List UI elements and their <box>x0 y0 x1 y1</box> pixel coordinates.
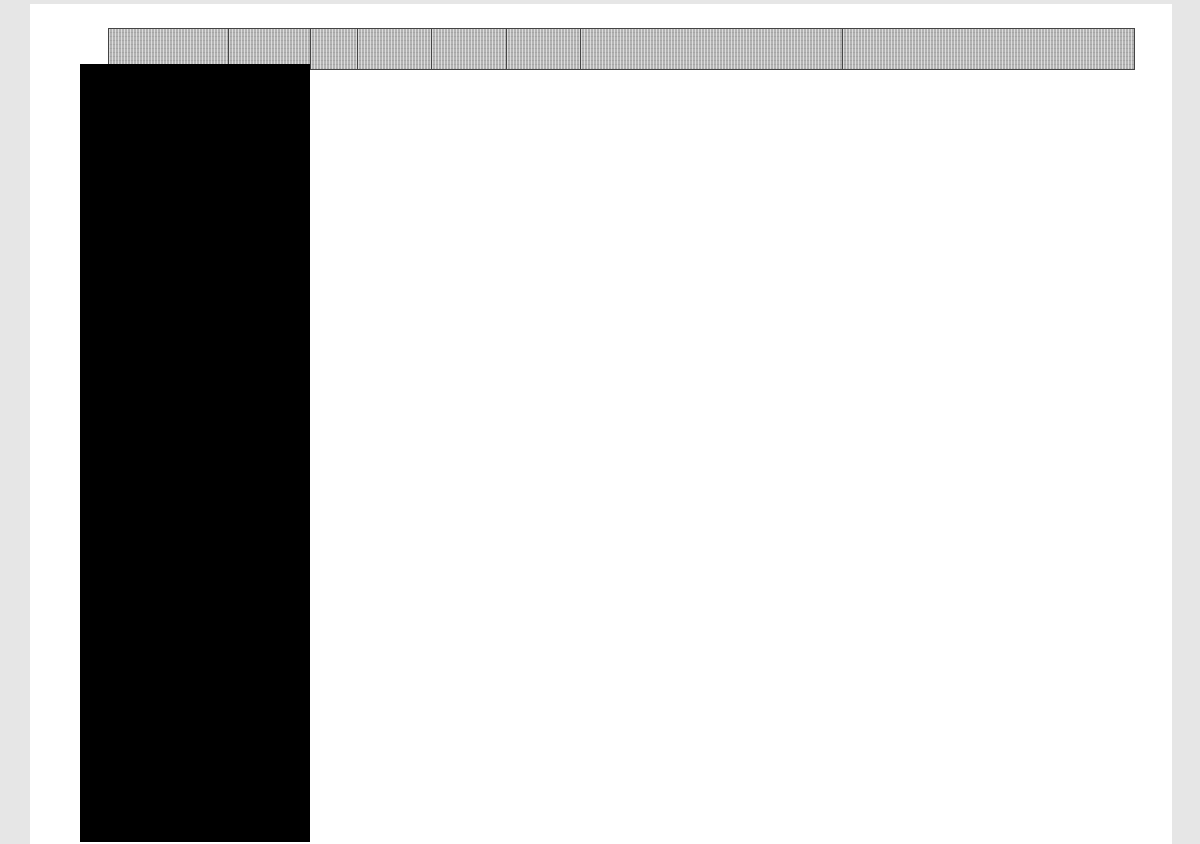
document-page <box>30 4 1172 844</box>
redaction-block <box>80 64 310 842</box>
